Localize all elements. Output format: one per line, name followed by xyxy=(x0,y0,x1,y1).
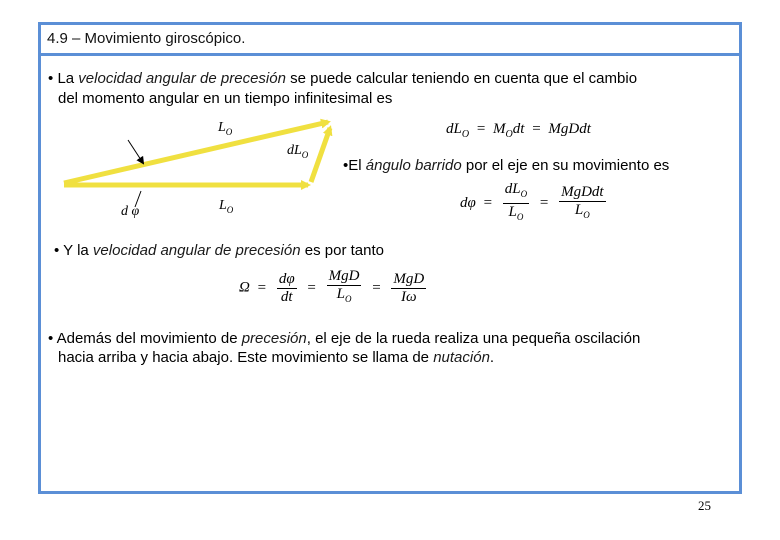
highlight-term: nutación xyxy=(433,349,490,366)
paragraph-2: •El ángulo barrido por el eje en su movimiento es xyxy=(343,157,670,174)
highlight-term: velocidad angular de precesión xyxy=(92,242,301,259)
vector-dL xyxy=(311,128,330,182)
equation-omega: Ω = $\frac{d\varphi}{dt}$ = $\frac{\text{MgD}}{L_O}$ = $\frac{\text{MgD}}{I\omega}$ xyxy=(239,268,425,305)
paragraph-1: • La velocidad angular de precesión se puede calcular teniendo en cuenta que el cambio xyxy=(48,70,638,87)
label-L-top: $L_O$ xyxy=(218,120,233,137)
paragraph-4: • Además del movimiento de precesión, el eje de la rueda realiza una pequeña oscilación xyxy=(48,330,641,347)
highlight-term: velocidad angular de precesión xyxy=(78,70,286,87)
dphi-pointer xyxy=(128,140,143,163)
highlight-term: ángulo barrido xyxy=(365,157,462,174)
label-dL: $dL_O$ xyxy=(287,143,309,160)
equation-dphi: dφ = $\frac{dL_O}{L_O}$ = $\frac{\text{MgDdt}}{L_O}$ xyxy=(460,181,604,222)
paragraph-1-line-2: del momento angular en un tiempo infinitesimal es xyxy=(58,90,393,107)
highlight-term: precesión xyxy=(241,330,307,347)
label-L-bottom: $L_O$ xyxy=(219,198,234,215)
page-number: 25 xyxy=(698,498,711,513)
paragraph-4-line-2: hacia arriba y hacia abajo. Este movimiento se llama de nutación. xyxy=(58,349,495,366)
equation-dL: $dL_O = M_Odt$ = MgDdt xyxy=(446,121,591,140)
slide-title: 4.9 – Movimiento giroscópico. xyxy=(47,30,246,47)
paragraph-3: • Y la velocidad angular de precesión es por tanto xyxy=(54,242,384,259)
label-dphi: d φ xyxy=(121,204,140,219)
bullet: • xyxy=(48,70,54,87)
